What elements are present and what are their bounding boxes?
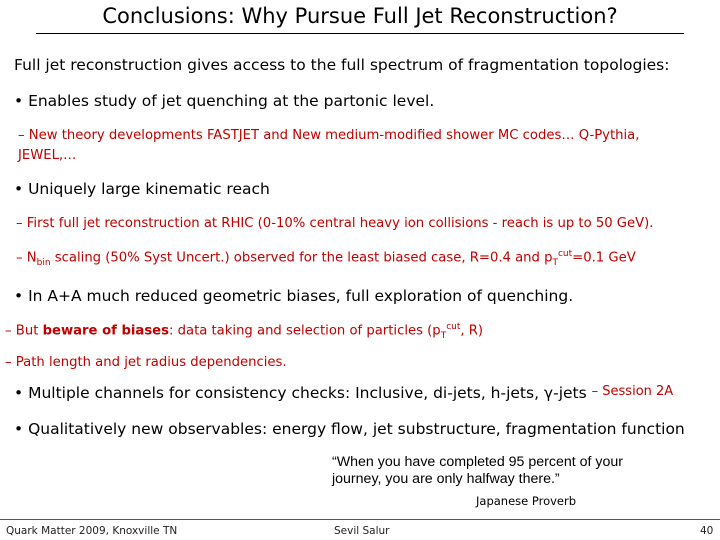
bullet-kinematic: • Uniquely large kinematic reach [14,180,270,198]
nbin-n: N [26,250,37,266]
bullet-geometric-bias: • In A+A much reduced geometric biases, full exploration of quenching. [14,287,574,305]
bullet-observables: • Qualitatively new observables: energy flow, jet substructure, fragmentation function [14,420,685,438]
title-underline [36,33,684,34]
sub-theory-line1 [18,128,639,143]
footer-divider [0,519,720,520]
sub-rhic [16,216,654,231]
dash-marker: – [16,216,23,231]
sub-theory-line2: JEWEL,… [18,148,77,163]
footer-author: Sevil Salur [334,525,390,537]
session-text: Session 2A [602,384,674,399]
dash-marker: – [591,384,599,399]
cut-superscript: cut [557,249,573,259]
dash-marker: – [18,128,25,143]
pt-subscript: T [440,331,447,342]
beware-prefix: But [15,323,43,339]
pt-subscript: T [552,258,558,269]
sub-path-length [5,355,287,370]
nbin-subscript: bin [36,258,51,269]
bullet-partonic: • Enables study of jet quenching at the partonic level. [14,92,435,110]
dash-marker: – [5,355,12,370]
session-ref [592,384,674,399]
path-length-text: Path length and jet radius dependencies. [15,355,287,370]
beware-bold: beware of biases [42,323,169,339]
quote-text: “When you have completed 95 percent of your journey, you are only halfway there.” [332,454,624,487]
dash-marker: – [5,323,12,339]
sub-nbin-scaling [16,249,636,268]
pt-value: =0.1 GeV [572,250,636,266]
nbin-text: scaling (50% Syst Uncert.) observed for the least biased case, R=0.4 and p [50,250,553,266]
sub-beware-biases [5,322,483,341]
page-title: Conclusions: Why Pursue Full Jet Reconstruction? [102,4,618,28]
bullet-channels [14,384,673,402]
sub-rhic-text: First full jet reconstruction at RHIC (0-10% central heavy ion collisions - reach is up to 50 GeV). [26,216,654,231]
beware-text: : data taking and selection of particles (p [168,323,441,339]
beware-end: , R) [460,323,484,339]
channels-text: • Multiple channels for consistency checks: Inclusive, di-jets, h-jets, γ-jets [14,384,587,402]
footer-conference: Quark Matter 2009, Knoxville TN [6,525,178,537]
quote-attribution: Japanese Proverb [476,494,577,508]
dash-marker: – [16,250,23,266]
sub-theory-text: New theory developments FASTJET and New medium-modified shower MC codes… Q-Pythia, [28,128,640,143]
intro-text: Full jet reconstruction gives access to the full spectrum of fragmentation topologies: [14,56,670,74]
footer-page-number: 40 [700,525,714,537]
cut-superscript: cut [446,322,461,332]
